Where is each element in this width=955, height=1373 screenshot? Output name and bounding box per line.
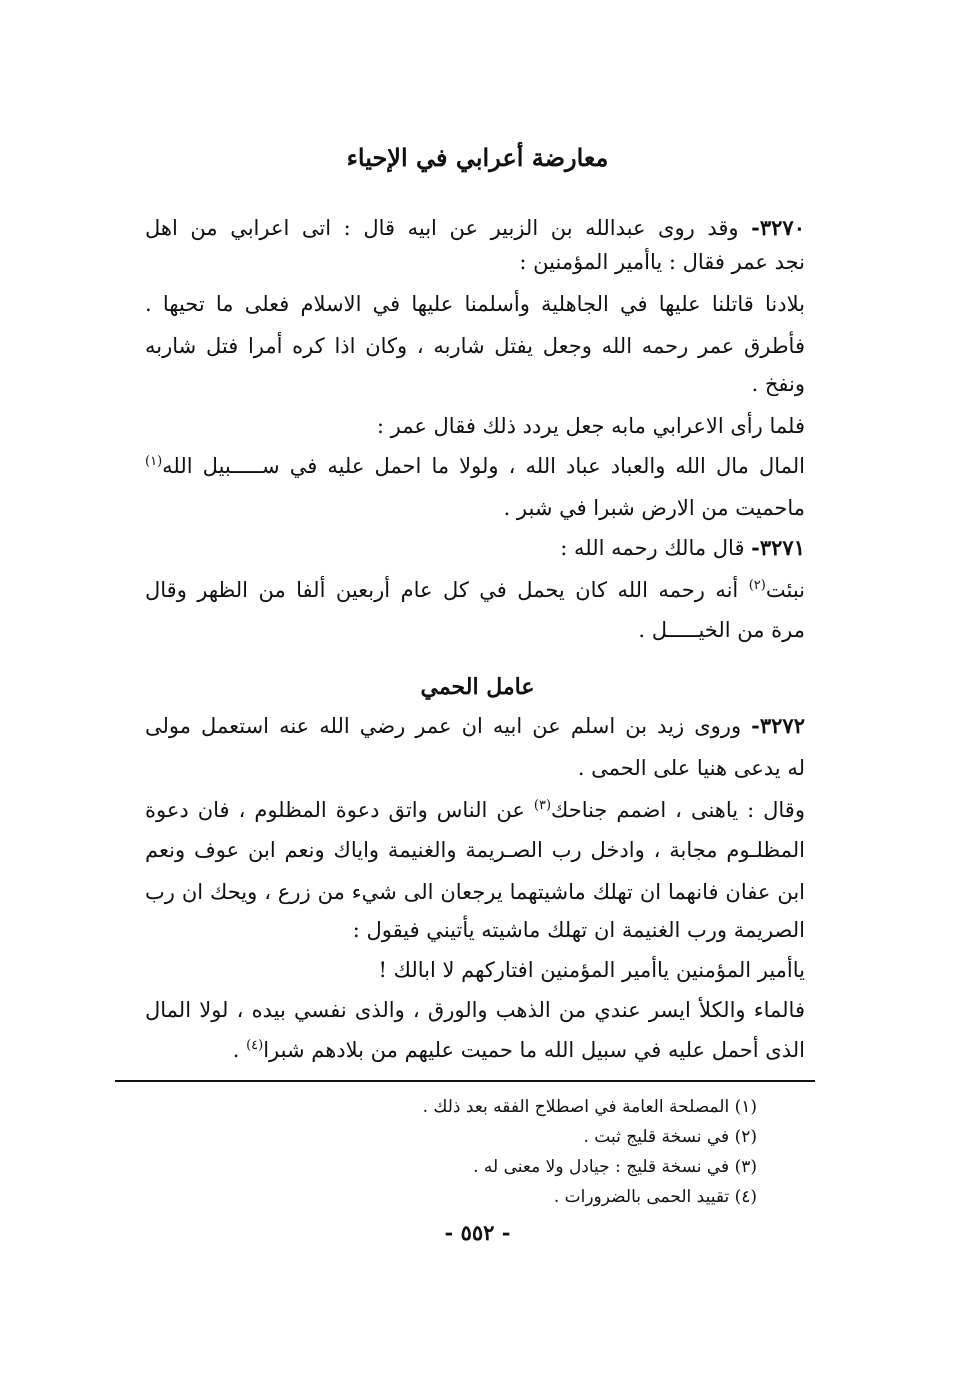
line-text: وقد روى عبدالله بن الزبير عن ابيه قال : اتى اعرابي من اهل [145, 216, 752, 240]
footnote: (٣) في نسخة قليج : جيادل ولا معنى له . [473, 1157, 757, 1177]
text-line [145, 574, 805, 606]
line-text: وقال : ياهنى ، اضمم جناحك [551, 798, 805, 822]
text-line: الصريمة ورب الغنيمة ان تهلك ماشيته يأتيني فيقول : [352, 918, 805, 942]
text-line: مرة من الخيـــــل . [638, 618, 805, 642]
line-text: وروى زيد بن اسلم عن ابيه ان عمر رضي الله عنه استعمل مولى [145, 714, 752, 738]
paragraph-number: ٣٢٧١- [751, 535, 805, 560]
footnote: (١) المصلحة العامة في اصطلاح الفقه بعد ذلك . [422, 1097, 757, 1117]
text-line: ابن عفان فانهما ان تهلك ماشيتهما يرجعان الى شيء من زرع ، ويحك ان رب [145, 880, 805, 904]
footnote: (٢) في نسخة قليج ثبت . [583, 1127, 757, 1147]
text-line: المظلـوم مجابة ، وادخل رب الصـريمة والغنيمة واياك ونعم ابن عوف ونعم [145, 838, 805, 862]
section-heading: عامل الحمي [420, 674, 535, 700]
line-text: قال مالك رحمه الله : [560, 536, 752, 560]
line-text: . [232, 1038, 247, 1062]
line-text: نبئت [765, 578, 805, 602]
footnote-marker: (٢) [748, 578, 766, 593]
footnote-marker: (٣) [533, 798, 552, 813]
text-line: ونفخ . [751, 372, 805, 396]
text-line: فالماء والكلأ ايسر عندي من الذهب والورق ، والذى نفسي بيده ، لولا المال [145, 998, 805, 1022]
paragraph-number: ٣٢٧٢- [751, 713, 805, 738]
text-line [145, 532, 805, 564]
line-text: أنه رحمه الله كان يحمل في كل عام أربعين ألفا من الظهر وقال [145, 578, 749, 602]
text-line: ماحميت من الارض شبرا في شبر . [503, 496, 805, 520]
line-text: عن الناس واتق دعوة المظلوم ، فان دعوة [145, 798, 534, 822]
text-line: فأطرق عمر رحمه الله وجعل يفتل شاربه ، وكان اذا كره أمرا فتل شاربه [145, 334, 805, 358]
footnote-marker: (١) [145, 454, 163, 469]
text-line [145, 1034, 805, 1066]
text-line: له يدعى هنيا على الحمى . [577, 756, 805, 780]
text-line [145, 212, 805, 244]
paragraph-number: ٣٢٧٠- [751, 215, 805, 240]
text-line: ياأمير المؤمنين ياأمير المؤمنين افتاركهم لا ابالك ! [378, 958, 805, 982]
footnote-marker: (٤) [246, 1038, 264, 1053]
text-line [145, 794, 805, 826]
page-number: - ٥٥٢ - [444, 1220, 511, 1245]
text-line [145, 710, 805, 742]
footnote-divider [115, 1080, 815, 1082]
text-line: نجد عمر فقال : ياأمير المؤمنين : [519, 250, 805, 274]
footnote: (٤) تقييد الحمى بالضرورات . [553, 1187, 757, 1207]
text-line [145, 450, 805, 482]
text-line: بلادنا قاتلنا عليها في الجاهلية وأسلمنا عليها في الاسلام فعلى ما تحيها . [145, 292, 805, 316]
section-heading: معارضة أعرابي في الإحياء [346, 143, 609, 172]
line-text: الذى أحمل عليه في سبيل الله ما حميت عليهم من بلادهم شبرا [263, 1038, 805, 1062]
text-line: فلما رأى الاعرابي مابه جعل يردد ذلك فقال عمر : [376, 414, 805, 438]
line-text: المال مال الله والعباد عباد الله ، ولولا ما احمل عليه في ســـــبيل الله [162, 454, 805, 478]
